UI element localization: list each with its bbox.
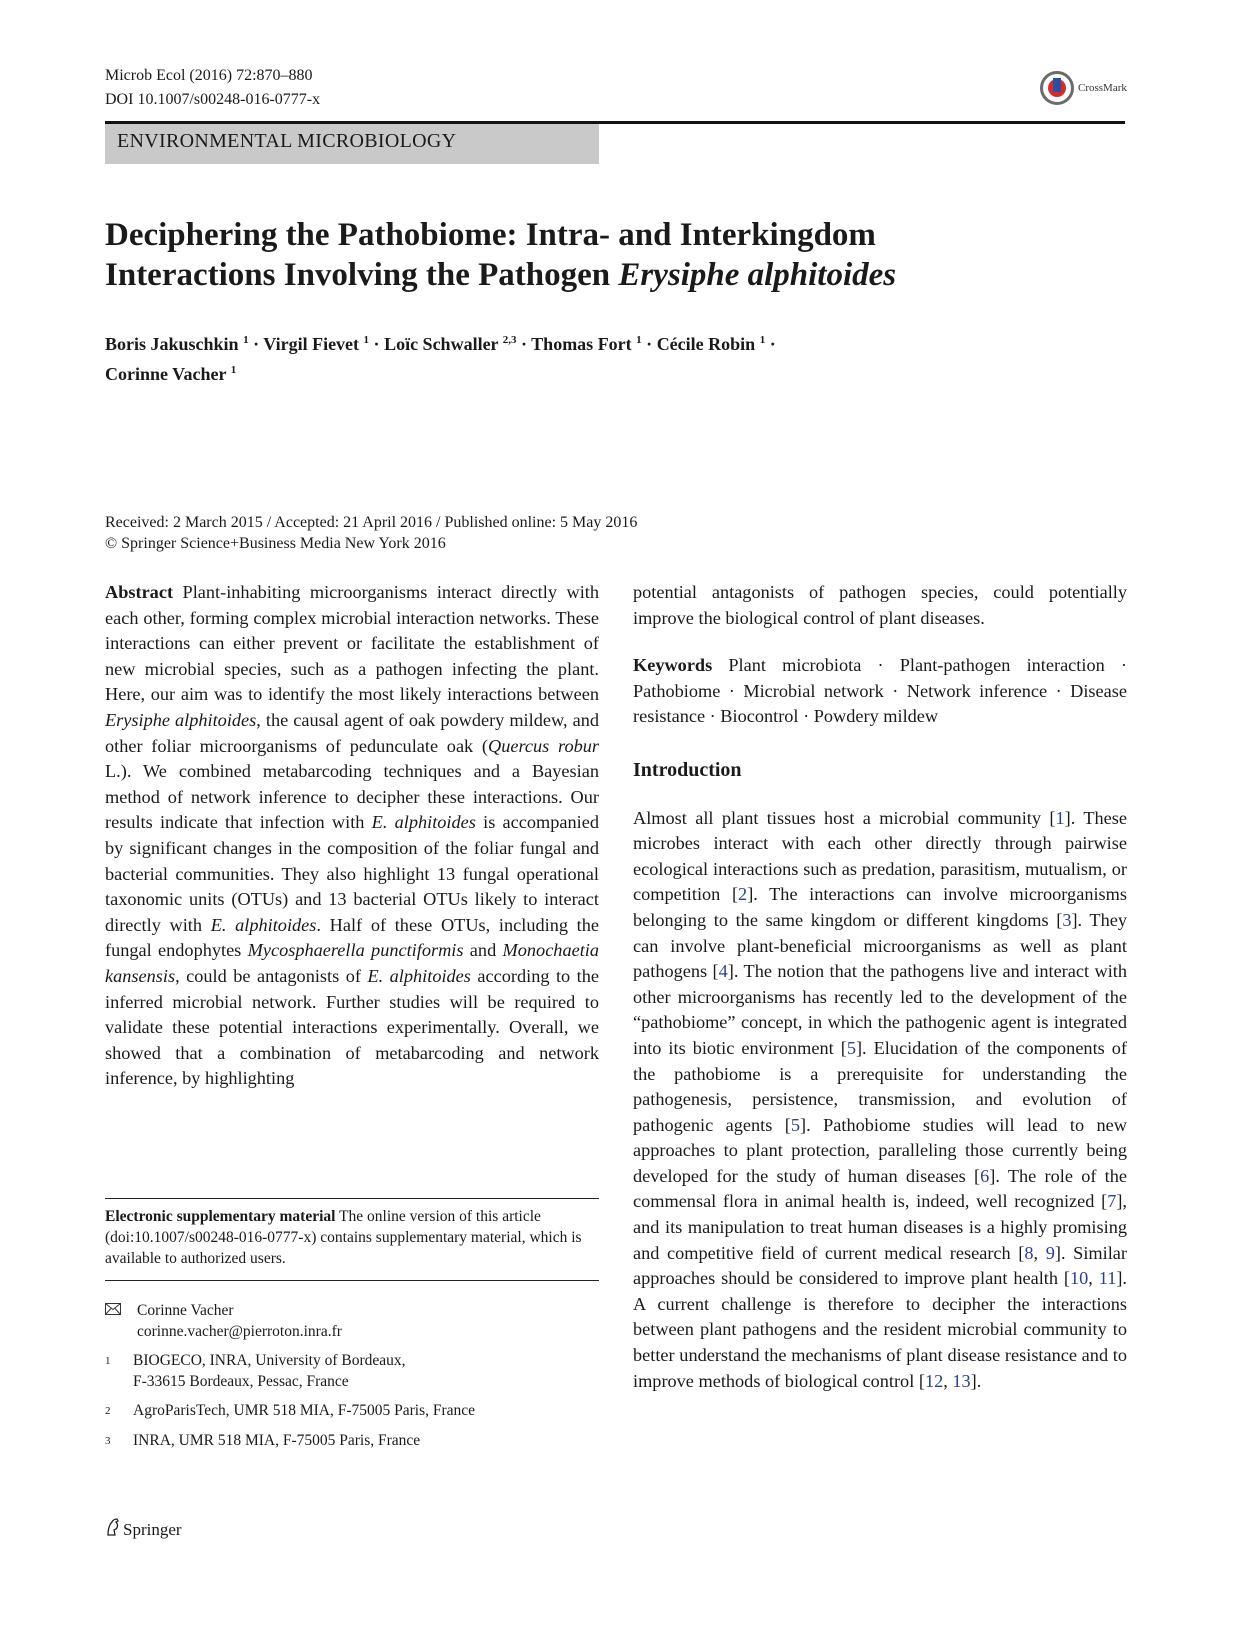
journal-citation (105, 64, 320, 112)
intro-text: , (1033, 1242, 1046, 1263)
citation-link[interactable]: 9 (1045, 1242, 1055, 1263)
citation-link[interactable]: 4 (718, 961, 728, 982)
abstract-label: Abstract (105, 582, 174, 602)
springer-horse-icon (105, 1518, 121, 1541)
affiliation-number: 3 (105, 1435, 111, 1447)
corresponding-author-email[interactable]: corinne.vacher@pierroton.inra.fr (137, 1323, 342, 1340)
author[interactable]: Cécile Robin $^1$ (656, 334, 766, 354)
introduction-heading: Introduction (633, 758, 742, 781)
crossmark-icon (1040, 71, 1074, 105)
intro-text: ]. Elucidation of the components of the pathobiome is a prerequisite for understanding the pathogenesis, persistence, transmission, and evolution of pathogenic agents [ (633, 1037, 1127, 1135)
citation-link[interactable]: 8 (1024, 1242, 1034, 1263)
publisher-name: Springer (123, 1519, 182, 1539)
article-title (105, 215, 1125, 295)
author[interactable]: Boris Jakuschkin $^1$ (105, 334, 249, 354)
intro-text: ]. Pathobiome studies will lead to new approaches to plant protection, paralleling those currently being developed for the study of human diseases [ (633, 1114, 1127, 1186)
affiliation: 3 INRA, UMR 518 MIA, F-75005 Paris, France (105, 1430, 599, 1452)
affiliation-number: 1 (105, 1355, 111, 1367)
author[interactable]: Virgil Fievet $^1$ (263, 334, 370, 354)
intro-text: ]. They can involve plant-beneficial microorganisms as well as plant pathogens [ (633, 909, 1127, 982)
footnote-rule (105, 1280, 599, 1281)
electronic-supplementary-material (105, 1206, 599, 1269)
crossmark-label: CrossMark (1078, 82, 1127, 94)
intro-text: ]. The role of the commensal flora in animal health is, indeed, well recognized [ (633, 1165, 1128, 1212)
affiliation: 1 BIOGECO, INRA, University of Bordeaux, F-33615 Bordeaux, Pessac, France (105, 1352, 406, 1390)
citation-link[interactable]: 1 (1055, 807, 1065, 828)
crossmark-badge[interactable] (1040, 70, 1140, 106)
citation-link[interactable]: 11 (1098, 1268, 1117, 1289)
history-dates: Received: 2 March 2015 / Accepted: 21 April 2016 / Published online: 5 May 2016 (105, 514, 638, 531)
citation-link[interactable]: 2 (738, 884, 748, 905)
envelope-icon (105, 1300, 137, 1342)
journal-doi[interactable]: DOI 10.1007/s00248-016-0777-x (105, 91, 321, 108)
citation-link[interactable]: 10 (1069, 1268, 1089, 1289)
citation-link[interactable]: 3 (1062, 909, 1072, 930)
intro-text: ]. The notion that the pathogens live and interact with other microorganisms has recently led to the development of the “pathobiome” concept, in which the pathogenic agent is integrated into its biotic environment [ (633, 961, 1127, 1058)
intro-text: ]. The interactions can involve microorganisms belonging to the same kingdom or different kingdoms [ (633, 884, 1127, 930)
corresponding-author-name: Corinne Vacher (137, 1302, 234, 1319)
title-line-1: Deciphering the Pathobiome: Intra- and Interkingdom (105, 217, 876, 253)
esm-text: The online version of this article (doi:10.1007/s00248-016-0777-x) contains supplementary material, which is available to authorized users. (105, 1208, 582, 1267)
affiliation-number: 2 (105, 1405, 111, 1417)
section-label: ENVIRONMENTAL MICROBIOLOGY (105, 124, 599, 164)
abstract-continuation: potential antagonists of pathogen species, could potentially improve the biological control of plant diseases. (633, 582, 1127, 628)
intro-text: , (943, 1370, 953, 1391)
citation-link[interactable]: 6 (980, 1165, 990, 1186)
abstract: Abstract Plant-inhabiting microorganisms interact directly with each other, forming complex microbial interaction networks. These interactions can either prevent or facilitate the establishment of new microbial species, such as a pathogen infecting the plant. Here, our aim was to identify the most likely interactions between Erysiphe alphitoides, the causal agent of oak powdery mildew, and other foliar microorganisms of pedunculate oak (Quercus robur L.). We combined metabarcoding techniques and a Bayesian method of network inference to decipher these interactions. Our results indicate that infection with E. alphitoides is accompanied by significant changes in the composition of the foliar fungal and bacterial communities. They also highlight 13 fungal operational taxonomic units (OTUs) and 13 bacterial OTUs likely to interact directly with E. alphitoides. Half of these OTUs, including the fungal endophytes Mycosphaerella punctiformis and Monochaetia kansensis, could be antagonists of E. alphitoides according to the inferred microbial network. Further studies will be required to validate these potential interactions experimentally. Overall, we showed that a combination of metabarcoding and network inference, by highlighting (105, 582, 600, 1089)
intro-text: ]. A current challenge is therefore to decipher the interactions between plant pathogens and the resident microbial community to better understand the mechanisms of plant disease resistance and to improve methods of biological control [ (633, 1268, 1128, 1391)
intro-text: Almost all plant tissues host a microbial community [ (633, 807, 1056, 828)
intro-text: ], and its manipulation to treat human diseases is a highly promising and competitive field of current medical research [ (633, 1191, 1127, 1263)
citation-link[interactable]: 5 (790, 1114, 801, 1135)
intro-text: ]. These microbes interact with each other directly through pairwise ecological interactions such as predation, parasitism, mutualism, or competition [ (633, 807, 1127, 905)
affiliation: 2 AgroParisTech, UMR 518 MIA, F-75005 Paris, France (105, 1400, 599, 1422)
title-line-2-text: Interactions Involving the Pathogen (105, 257, 619, 293)
citation-link[interactable]: 7 (1107, 1191, 1117, 1212)
esm-label: Electronic supplementary material (105, 1208, 336, 1225)
author[interactable]: Thomas Fort $^1$ (531, 334, 642, 354)
title-line-2 (105, 255, 1125, 295)
copyright: © Springer Science+Business Media New York 2016 (105, 535, 446, 552)
esm-rule (105, 1198, 599, 1199)
citation-link[interactable]: 13 (952, 1370, 971, 1391)
citation-link[interactable]: 12 (924, 1370, 944, 1391)
keywords-label: Keywords (633, 655, 713, 676)
keywords-list: Plant microbiota · Plant-pathogen interaction · Pathobiome · Microbial network · Network inference · Disease resistance · Biocontrol · Powdery mildew (633, 655, 1127, 727)
right-column (633, 580, 1127, 1394)
author-list: Boris Jakuschkin $^1$ · Virgil Fievet $^1$ · Loïc Schwaller $^{2,3}$ · Thomas Fort $^1$ · Cécile Robin $^1$ · Corinne Vacher $^1$ (105, 334, 776, 384)
publication-dates (105, 512, 637, 554)
author[interactable]: Corinne Vacher $^1$ (105, 364, 237, 384)
journal-volume: Microb Ecol (2016) 72:870–880 (105, 67, 313, 84)
intro-text: ]. Similar approaches should be considered to improve plant health [ (633, 1242, 1127, 1289)
intro-text: ]. (970, 1370, 982, 1391)
title-pathogen-name: Erysiphe alphitoides (618, 257, 897, 293)
intro-text: , (1088, 1268, 1099, 1289)
author[interactable]: Loïc Schwaller $^{2,3}$ (384, 334, 517, 354)
introduction-body (633, 806, 1127, 1395)
publisher-footer (105, 1518, 182, 1541)
citation-link[interactable]: 5 (846, 1037, 856, 1058)
keywords (633, 653, 1127, 730)
correspondence (105, 1300, 599, 1342)
